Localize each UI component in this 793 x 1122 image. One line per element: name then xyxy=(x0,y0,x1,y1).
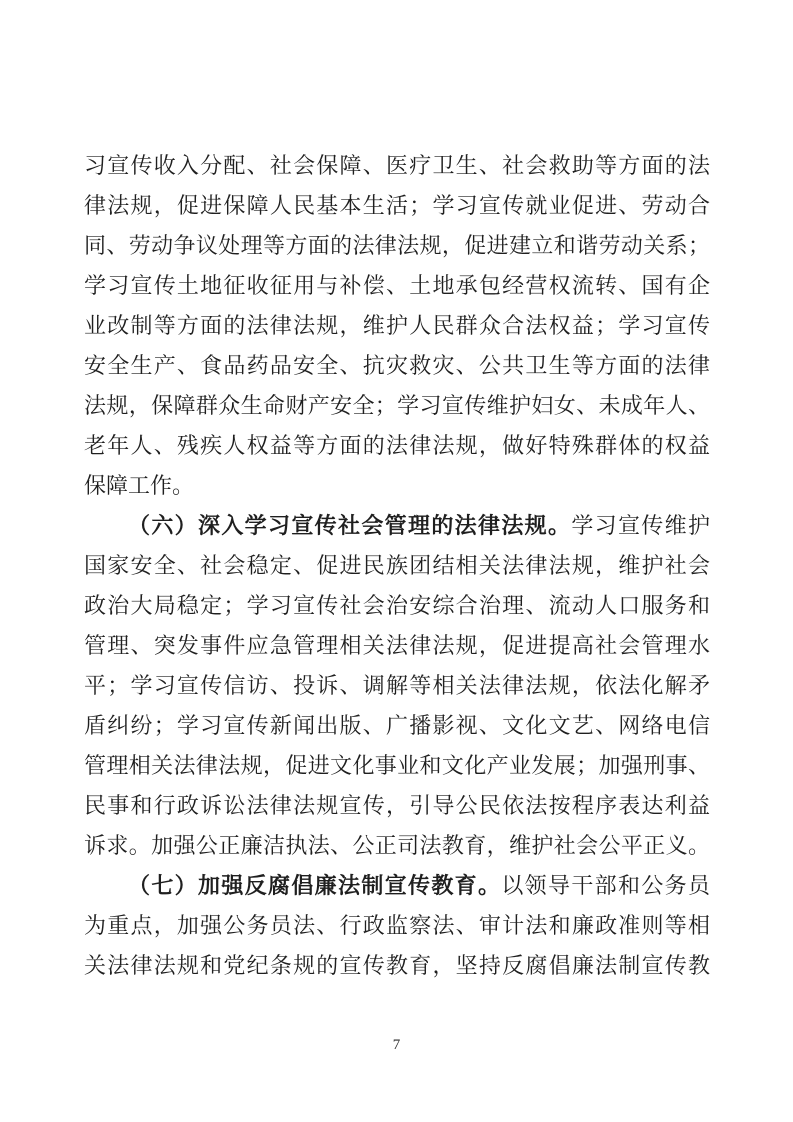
text-line xyxy=(84,866,710,906)
text-line xyxy=(84,386,710,426)
body-text: 民事和行政诉讼法律法规宣传，引导公民依法按程序表达利益 xyxy=(84,793,710,818)
body-text: 业改制等方面的法律法规，维护人民群众合法权益；学习宣传 xyxy=(84,313,710,338)
text-line xyxy=(84,666,710,706)
text-line xyxy=(84,586,710,626)
text-line xyxy=(84,466,710,506)
body-text: 为重点，加强公务员法、行政监察法、审计法和廉政准则等相 xyxy=(84,913,710,938)
page-footer xyxy=(0,1036,793,1054)
body-text: 以领导干部和公务员 xyxy=(501,873,710,898)
text-line xyxy=(84,826,710,866)
page-number: 7 xyxy=(392,1037,401,1053)
body-text: 平；学习宣传信访、投诉、调解等相关法律法规，依法化解矛 xyxy=(84,673,710,698)
body-text: 关法律法规和党纪条规的宣传教育，坚持反腐倡廉法制宣传教 xyxy=(84,953,710,978)
section-heading: （六）深入学习宣传社会管理的法律法规。 xyxy=(128,513,572,538)
text-line xyxy=(84,786,710,826)
text-line xyxy=(84,146,710,186)
text-line xyxy=(84,346,710,386)
body-text: 法规，保障群众生命财产安全；学习宣传维护妇女、未成年人、 xyxy=(84,393,710,418)
text-line xyxy=(84,626,710,666)
body-text: 老年人、残疾人权益等方面的法律法规，做好特殊群体的权益 xyxy=(84,433,710,458)
text-line xyxy=(84,186,710,226)
text-line xyxy=(84,546,710,586)
section-heading: （七）加强反腐倡廉法制宣传教育。 xyxy=(128,873,502,898)
body-text: 管理、突发事件应急管理相关法律法规，促进提高社会管理水 xyxy=(84,633,710,658)
body-text: 政治大局稳定；学习宣传社会治安综合治理、流动人口服务和 xyxy=(84,593,710,618)
body-text: 诉求。加强公正廉洁执法、公正司法教育，维护社会公平正义。 xyxy=(84,833,710,858)
body-text: 同、劳动争议处理等方面的法律法规，促进建立和谐劳动关系； xyxy=(84,233,710,258)
body-text: 保障工作。 xyxy=(84,473,195,498)
text-line xyxy=(84,306,710,346)
body-text: 习宣传收入分配、社会保障、医疗卫生、社会救助等方面的法 xyxy=(84,153,710,178)
body-text: 管理相关法律法规，促进文化事业和文化产业发展；加强刑事、 xyxy=(84,753,710,778)
text-line xyxy=(84,226,710,266)
text-line xyxy=(84,746,710,786)
text-line xyxy=(84,706,710,746)
body-text: 国家安全、社会稳定、促进民族团结相关法律法规，维护社会 xyxy=(84,553,710,578)
body-text: 学习宣传维护 xyxy=(571,513,710,538)
text-block xyxy=(84,146,710,986)
text-line xyxy=(84,946,710,986)
body-text: 安全生产、食品药品安全、抗灾救灾、公共卫生等方面的法律 xyxy=(84,353,710,378)
body-text: 律法规，促进保障人民基本生活；学习宣传就业促进、劳动合 xyxy=(84,193,710,218)
text-line xyxy=(84,506,710,546)
body-text: 盾纠纷；学习宣传新闻出版、广播影视、文化文艺、网络电信 xyxy=(84,713,710,738)
text-line xyxy=(84,266,710,306)
text-line xyxy=(84,426,710,466)
text-line xyxy=(84,906,710,946)
body-text: 学习宣传土地征收征用与补偿、土地承包经营权流转、国有企 xyxy=(84,273,710,298)
